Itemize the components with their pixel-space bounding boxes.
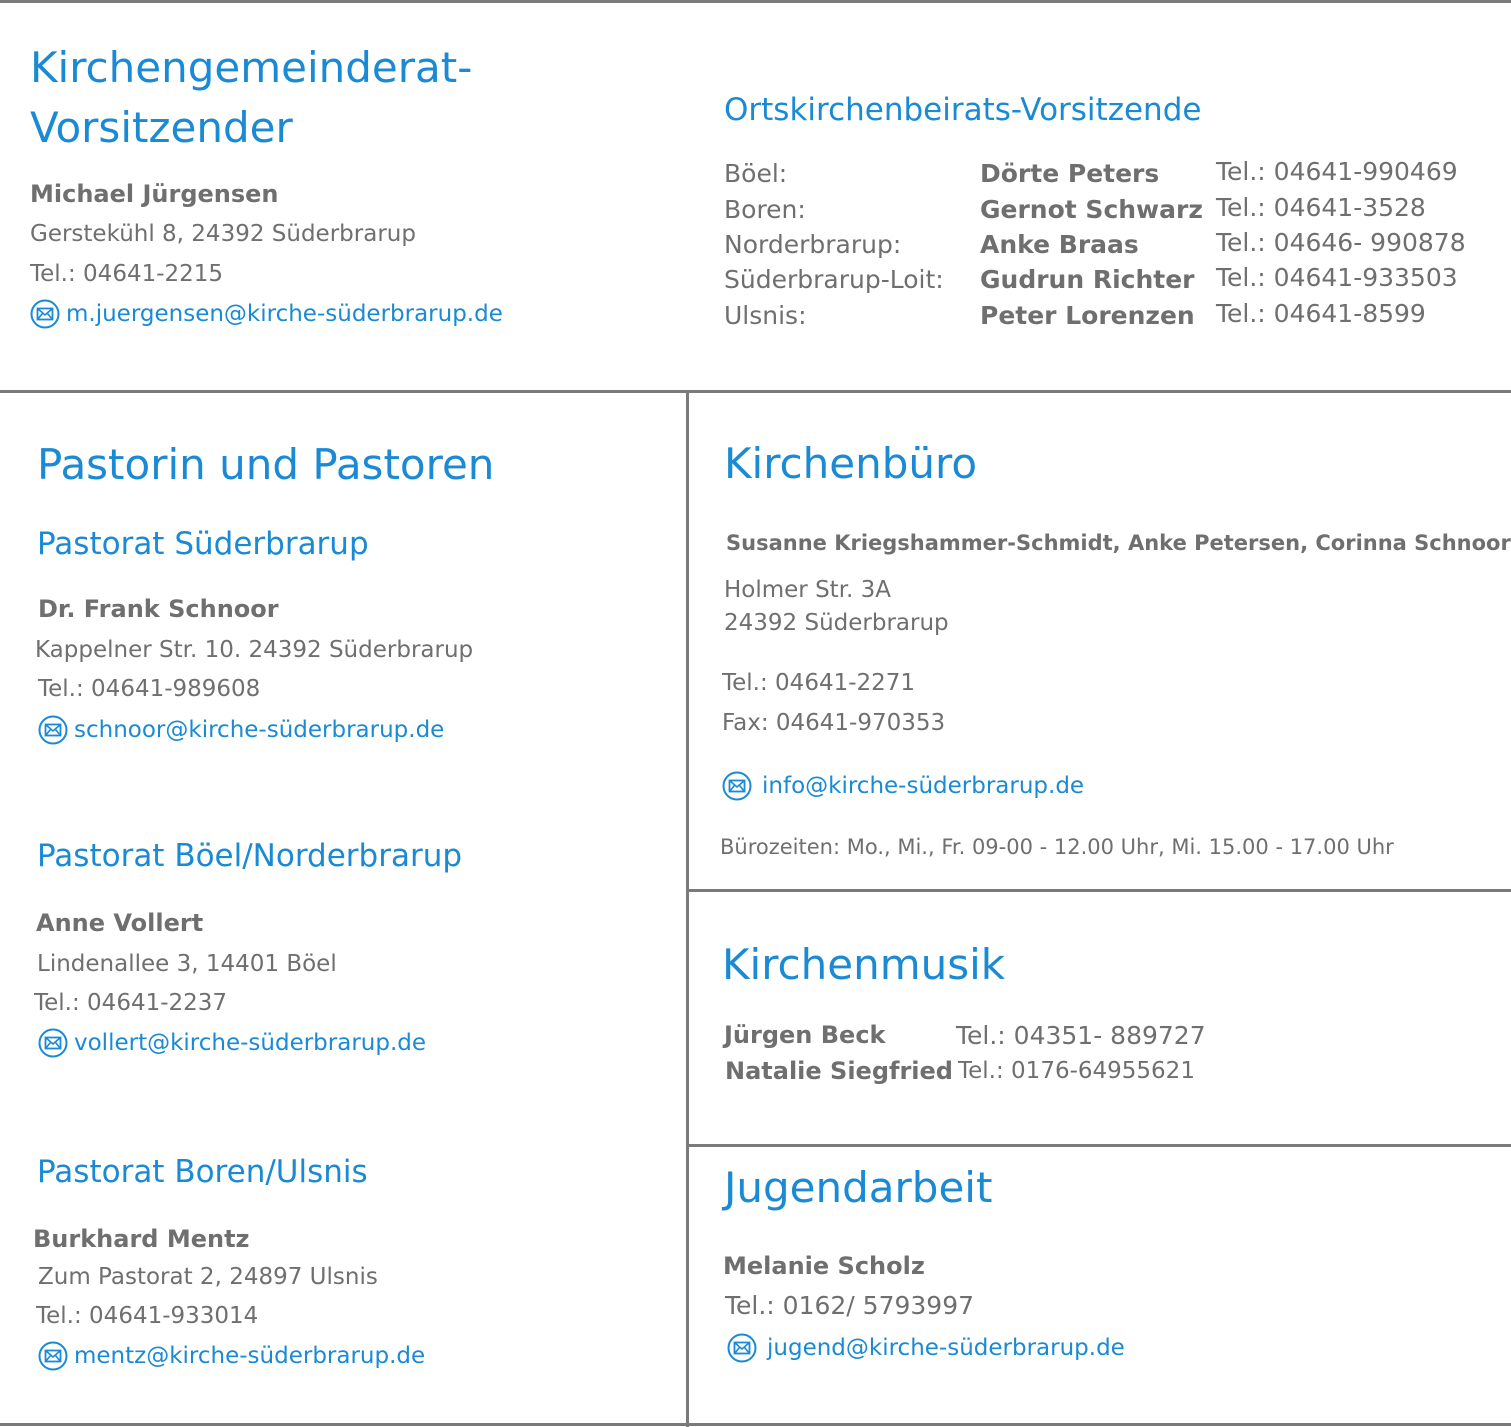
envelope-icon [38,715,68,745]
okb-place: Ulsnis: [724,301,807,330]
pastorat-heading: Pastorat Boren/Ulsnis [37,1154,368,1190]
divider-buero-musik [686,889,1511,892]
buero-title: Kirchenbüro [724,439,978,488]
buero-email[interactable] [722,771,1084,801]
musik-phone: Tel.: 0176-64955621 [958,1058,1195,1084]
musik-phone: Tel.: 04351- 889727 [956,1021,1206,1050]
buero-fax: Fax: 04641-970353 [722,710,946,736]
pastor-address: Kappelner Str. 10. 24392 Süderbrarup [35,637,474,663]
okb-title: Ortskirchenbeirats-Vorsitzende [724,92,1202,128]
envelope-icon [38,1028,68,1058]
kgr-email-link[interactable]: m.juergensen@kirche-süderbrarup.de [66,301,503,327]
section-divider-horizontal [0,390,1511,393]
pastorat-heading: Pastorat Süderbrarup [37,526,369,562]
envelope-icon [30,299,60,329]
pastor-phone: Tel.: 04641-933014 [36,1303,259,1329]
musik-person: Jürgen Beck [724,1021,886,1049]
envelope-icon [722,771,752,801]
okb-place: Boren: [724,195,806,224]
okb-phone: Tel.: 04641-8599 [1216,299,1426,328]
okb-person: Gudrun Richter [980,265,1195,294]
okb-phone: Tel.: 04641-933503 [1216,263,1458,292]
kgr-title-line2: Vorsitzender [30,103,293,152]
okb-person: Anke Braas [980,230,1139,259]
section-divider-vertical [686,390,689,1427]
kgr-title-line1: Kirchengemeinderat- [30,43,473,92]
pastoren-title: Pastorin und Pastoren [37,440,495,489]
musik-title: Kirchenmusik [722,940,1006,989]
bottom-rule [0,1423,1511,1426]
okb-place: Norderbrarup: [724,230,902,259]
okb-phone: Tel.: 04646- 990878 [1216,228,1466,257]
buero-phone: Tel.: 04641-2271 [722,670,916,696]
buero-street: Holmer Str. 3A [724,577,892,603]
pastor-email-link[interactable]: schnoor@kirche-süderbrarup.de [74,717,445,743]
envelope-icon [38,1341,68,1371]
kgr-email[interactable] [30,299,503,329]
buero-hours: Bürozeiten: Mo., Mi., Fr. 09-00 - 12.00 Uhr, Mi. 15.00 - 17.00 Uhr [720,835,1394,859]
kgr-phone: Tel.: 04641-2215 [30,261,224,287]
jugend-phone: Tel.: 0162/ 5793997 [725,1291,974,1320]
kgr-name: Michael Jürgensen [30,180,279,208]
pastor-phone: Tel.: 04641-989608 [38,676,261,702]
pastor-email[interactable] [38,715,444,745]
pastor-address: Zum Pastorat 2, 24897 Ulsnis [38,1264,378,1290]
jugend-title: Jugendarbeit [724,1163,993,1212]
okb-phone: Tel.: 04641-3528 [1216,193,1426,222]
buero-email-link[interactable]: info@kirche-süderbrarup.de [762,773,1085,799]
okb-place: Böel: [724,159,788,188]
kgr-address: Gerstekühl 8, 24392 Süderbrarup [30,221,416,247]
buero-city: 24392 Süderbrarup [724,610,949,636]
jugend-name: Melanie Scholz [723,1252,925,1280]
pastor-name: Burkhard Mentz [33,1225,250,1253]
okb-person: Dörte Peters [980,159,1160,188]
pastor-email[interactable] [38,1028,426,1058]
okb-place: Süderbrarup-Loit: [724,265,944,294]
musik-person: Natalie Siegfried [725,1057,953,1085]
jugend-email[interactable] [727,1333,1125,1363]
divider-musik-jugend [686,1144,1511,1147]
pastor-name: Anne Vollert [36,909,204,937]
okb-phone: Tel.: 04641-990469 [1216,157,1458,186]
okb-person: Peter Lorenzen [980,301,1195,330]
pastor-name: Dr. Frank Schnoor [38,595,279,623]
envelope-icon [727,1333,757,1363]
pastorat-heading: Pastorat Böel/Norderbrarup [37,838,463,874]
pastor-phone: Tel.: 04641-2237 [34,990,228,1016]
okb-person: Gernot Schwarz [980,195,1203,224]
pastor-email-link[interactable]: vollert@kirche-süderbrarup.de [74,1030,427,1056]
buero-names: Susanne Kriegshammer-Schmidt, Anke Petersen, Corinna Schnoor [726,531,1511,555]
pastor-email-link[interactable]: mentz@kirche-süderbrarup.de [74,1343,426,1369]
jugend-email-link[interactable]: jugend@kirche-süderbrarup.de [767,1335,1125,1361]
pastor-email[interactable] [38,1341,425,1371]
pastor-address: Lindenallee 3, 14401 Böel [37,951,337,977]
top-rule [0,0,1511,3]
